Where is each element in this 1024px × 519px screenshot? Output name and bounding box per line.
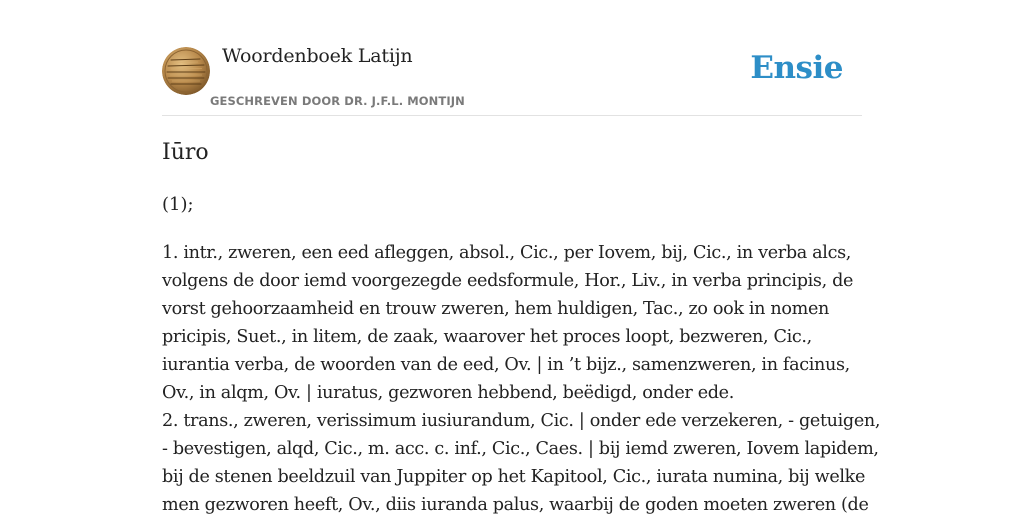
site-header [162, 0, 862, 116]
author-byline: GESCHREVEN DOOR DR. J.F.L. MONTIJN [210, 94, 465, 108]
entry-sense-number: (1); [162, 194, 194, 215]
article-page [162, 0, 881, 515]
definition-line: pricipis, Suet., in litem, de zaak, waarover het proces loopt, bezweren, Cic., [162, 327, 812, 347]
site-title[interactable]: Woordenboek Latijn [222, 45, 413, 67]
definition-line: vorst gehoorzaamheid en trouw zweren, hem huldigen, Tac., zo ook in nomen [162, 299, 829, 319]
definition-line: Ov., in alqm, Ov. | iuratus, gezworen hebbend, beëdigd, onder ede. [162, 383, 734, 403]
definition-line: iurantia verba, de woorden van de eed, Ov. | in ’t bijz., samenzweren, in facinus, [162, 355, 850, 375]
entry-definition [162, 239, 881, 519]
definition-line: 1. intr., zweren, een eed afleggen, absol., Cic., per Iovem, bij, Cic., in verba alcs, [162, 243, 851, 263]
definition-line: volgens de door iemd voorgezegde eedsformule, Hor., Liv., in verba principis, de [162, 271, 854, 291]
definition-line: 2. trans., zweren, verissimum iusiurandum, Cic. | onder ede verzekeren, - getuigen, [162, 411, 881, 431]
definition-line: - bevestigen, alqd, Cic., m. acc. c. inf., Cic., Caes. | bij iemd zweren, Iovem lapidem, [162, 439, 879, 459]
ensie-brand-logo[interactable]: Ensie [750, 50, 843, 86]
bronze-coin-logo-icon[interactable] [162, 47, 210, 95]
definition-line: men gezworen heeft, Ov., diis iuranda palus, waarbij de goden moeten zweren (de [162, 495, 869, 515]
entry-headword: Iūro [162, 140, 209, 165]
definition-line: bij de stenen beeldzuil van Juppiter op het Kapitool, Cic., iurata numina, bij welke [162, 467, 866, 487]
